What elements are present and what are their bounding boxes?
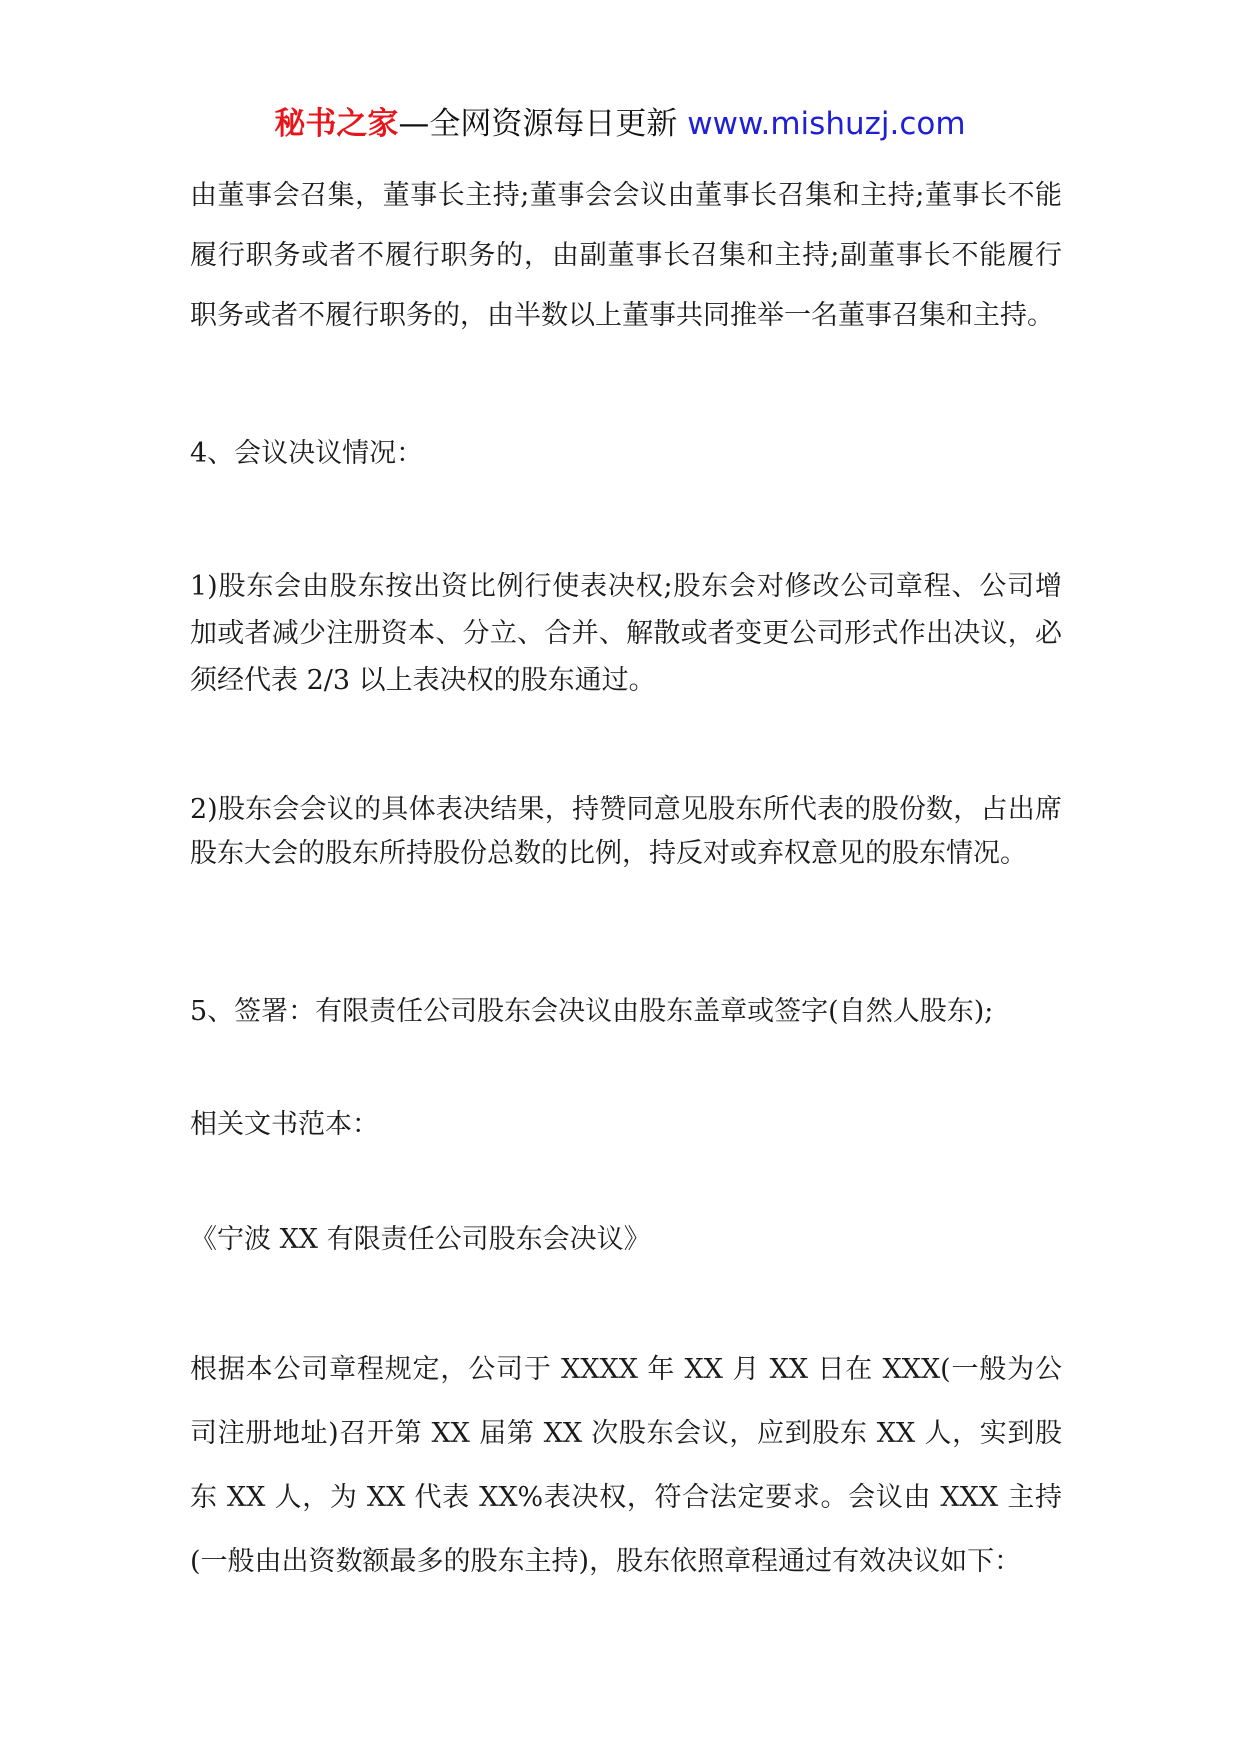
site-header	[0, 100, 1240, 148]
paragraph-voting-results: 2)股东会会议的具体表决结果，持赞同意见股东所代表的股份数，占出席股东大会的股东所持股份总数的比例，持反对或弃权意见的股东情况。	[190, 794, 1062, 869]
website-url[interactable]: www.mishuzj.com	[687, 106, 966, 142]
template-title: 《宁波 XX 有限责任公司股东会决议》	[190, 1224, 651, 1255]
section-heading-signature: 5、签署：有限责任公司股东会决议由股东盖章或签字(自然人股东);	[190, 996, 994, 1027]
related-templates-label: 相关文书范本：	[190, 1109, 379, 1140]
brand-name: 秘书之家	[274, 106, 399, 142]
header-tagline: —全网资源每日更新	[398, 106, 688, 142]
paragraph-template-body: 根据本公司章程规定，公司于 XXXX 年 XX 月 XX 日在 XXX(一般为公司注册地址)召开第 XX 届第 XX 次股东会议，应到股东 XX 人，实到股东 XX 人，为 XX 代表 XX%表决权，符合法定要求。会议由 XXX 主持(一般由出资数额最多的股东主持)，股东依照章程通过有效决议如下：	[190, 1354, 1062, 1577]
paragraph-voting-rights: 1)股东会由股东按出资比例行使表决权;股东会对修改公司章程、公司增加或者减少注册资本、分立、合并、解散或者变更公司形式作出决议，必须经代表 2/3 以上表决权的股东通过。	[190, 571, 1062, 696]
paragraph-board-meeting-convening: 由董事会召集，董事长主持;董事会会议由董事长召集和主持;董事长不能履行职务或者不履行职务的，由副董事长召集和主持;副董事长不能履行职务或者不履行职务的，由半数以上董事共同推举一名董事召集和主持。	[190, 180, 1062, 331]
section-heading-resolution: 4、会议决议情况：	[190, 438, 424, 469]
